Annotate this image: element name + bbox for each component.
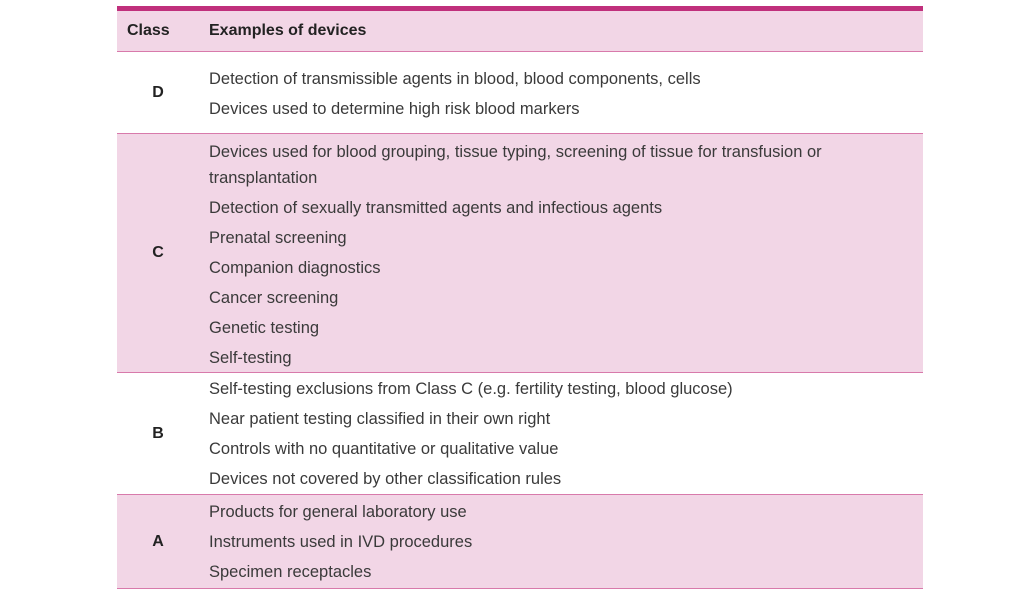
list-item: Devices used for blood grouping, tissue typing, screening of tissue for transfusion or transplantation <box>209 143 822 187</box>
list-item: Detection of transmissible agents in blood, blood components, cells <box>209 70 701 88</box>
list-item: Specimen receptacles <box>209 563 372 581</box>
column-header-class: Class <box>127 22 170 39</box>
table-row-class-c <box>117 134 923 373</box>
table-header-row <box>117 11 923 52</box>
device-classification-table <box>117 6 923 589</box>
list-item: Near patient testing classified in their own right <box>209 410 551 428</box>
list-item: Detection of sexually transmitted agents and infectious agents <box>209 199 663 217</box>
list-item: Devices used to determine high risk blood markers <box>209 100 580 118</box>
examples-cell <box>199 52 923 133</box>
table-row-class-d <box>117 52 923 134</box>
examples-cell <box>199 373 923 494</box>
class-cell: B <box>152 424 164 442</box>
list-item: Instruments used in IVD procedures <box>209 533 473 551</box>
class-cell: D <box>152 83 164 101</box>
class-cell: A <box>152 532 164 550</box>
list-item: Controls with no quantitative or qualitative value <box>209 440 559 458</box>
examples-cell <box>199 134 923 372</box>
list-item: Companion diagnostics <box>209 259 381 277</box>
list-item: Cancer screening <box>209 289 339 307</box>
list-item: Prenatal screening <box>209 229 347 247</box>
table-row-class-a <box>117 495 923 589</box>
class-cell: C <box>152 244 164 261</box>
list-item: Self-testing exclusions from Class C (e.g. fertility testing, blood glucose) <box>209 380 733 398</box>
column-header-examples: Examples of devices <box>209 22 367 39</box>
examples-cell <box>199 495 923 588</box>
list-item: Self-testing <box>209 349 292 367</box>
table-row-class-b <box>117 373 923 495</box>
list-item: Products for general laboratory use <box>209 503 467 521</box>
list-item: Genetic testing <box>209 319 320 337</box>
list-item: Devices not covered by other classification rules <box>209 470 562 488</box>
